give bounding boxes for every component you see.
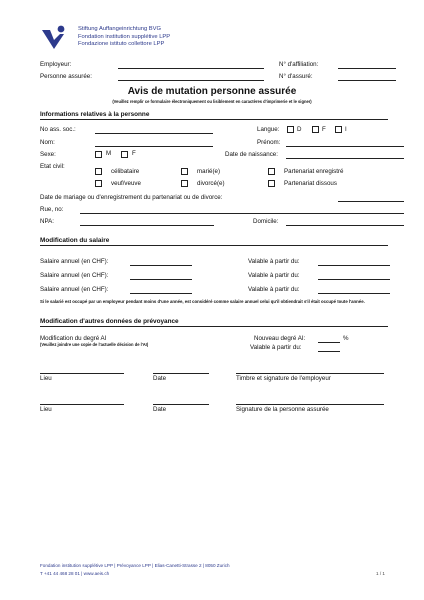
lang-d-label: D — [297, 126, 302, 133]
birthdate-label: Date de naissance: — [225, 151, 278, 158]
sex-m-label: M — [106, 150, 112, 157]
partnership-label: Partenariat enregistré — [284, 168, 344, 175]
married-checkbox[interactable] — [181, 168, 188, 175]
insured-no-field[interactable] — [338, 80, 396, 81]
salary-label: Salaire annuel (en CHF): — [40, 272, 109, 279]
domicile-field[interactable] — [286, 225, 404, 226]
foundation-logo — [40, 24, 70, 50]
date-line-insured[interactable] — [153, 404, 209, 405]
partnership-dissolved-label: Partenariat dissous — [284, 180, 337, 187]
ai-valid-field[interactable] — [318, 351, 340, 352]
salary-field[interactable] — [130, 265, 192, 266]
salary-valid-label: Valable à partir du: — [248, 272, 300, 279]
divorced-label: divorcé(e) — [197, 180, 225, 187]
ai-valid-label: Valable à partir du: — [250, 344, 302, 351]
sex-m-checkbox[interactable] — [95, 151, 102, 158]
birthdate-field[interactable] — [286, 158, 404, 159]
salary-field[interactable] — [130, 293, 192, 294]
form-subtitle: (Veuillez remplir ce formulaire électroniquement ou lisiblement en caractères d'imprimerie et le signer) — [112, 99, 312, 104]
lang-i-checkbox[interactable] — [335, 126, 342, 133]
place-line-employer[interactable] — [40, 373, 124, 374]
salary-valid-field[interactable] — [318, 265, 390, 266]
salary-valid-field[interactable] — [318, 293, 390, 294]
salary-valid-label: Valable à partir du: — [248, 286, 300, 293]
single-label: célibataire — [111, 168, 140, 175]
lang-i-label: I — [345, 126, 347, 133]
org-name-de: Stiftung Auffangeinrichtung BVG — [78, 26, 162, 32]
name-label: Nom: — [40, 139, 55, 146]
ai-note: (Veuillez joindre une copie de l'actuelle décision de l'AI) — [40, 342, 149, 347]
domicile-label: Domicile: — [253, 218, 279, 225]
widowed-checkbox[interactable] — [95, 180, 102, 187]
partnership-checkbox[interactable] — [268, 168, 275, 175]
marriage-date-label: Date de mariage ou d'enregistrement du partenariat ou de divorce: — [40, 194, 223, 201]
place-label: Lieu — [40, 375, 52, 382]
section-personal-heading: Informations relatives à la personne — [40, 111, 388, 120]
org-name-fr: Fondation institution supplétive LPP — [78, 33, 171, 40]
insured-label: Personne assurée: — [40, 73, 92, 80]
salary-valid-label: Valable à partir du: — [248, 258, 300, 265]
street-field[interactable] — [80, 213, 404, 214]
lang-f-checkbox[interactable] — [312, 126, 319, 133]
new-degree-field[interactable] — [318, 342, 340, 343]
section-salary-heading: Modification du salaire — [40, 237, 388, 246]
salary-field[interactable] — [130, 279, 192, 280]
percent-sign: % — [343, 335, 349, 342]
firstname-field[interactable] — [286, 146, 404, 147]
widowed-label: veuf/veuve — [111, 180, 141, 187]
date-label: Date — [153, 406, 167, 413]
place-label: Lieu — [40, 406, 52, 413]
npa-label: NPA: — [40, 218, 54, 225]
insured-field[interactable] — [118, 80, 264, 81]
salary-valid-field[interactable] — [318, 279, 390, 280]
language-label: Langue: — [257, 126, 280, 133]
avs-no-label: No ass. soc.: — [40, 126, 76, 133]
org-name-it: Fondazione istituto collettore LPP — [78, 41, 165, 47]
sex-label: Sexe: — [40, 151, 56, 158]
ai-degree-label: Modification du degré AI — [40, 335, 107, 342]
employer-signature-label: Timbre et signature de l'employeur — [236, 375, 331, 382]
salary-label: Salaire annuel (en CHF): — [40, 286, 109, 293]
avs-no-field[interactable] — [95, 133, 213, 134]
section-other-heading: Modification d'autres données de prévoyance — [40, 318, 388, 327]
affiliation-no-label: N° d'affiliation: — [279, 61, 319, 68]
name-field[interactable] — [95, 146, 213, 147]
footer-contact: T +41 44 468 28 01 | www.aeis.ch — [40, 571, 110, 576]
form-title: Avis de mutation personne assurée — [127, 86, 297, 97]
salary-note: Si le salarié est occupé par un employeur pendant moins d'une année, est considéré comme salaire annuel celui qu'il obtiendrait s'il était occupé toute l'année. — [40, 299, 365, 304]
employer-label: Employeur: — [40, 61, 72, 68]
sex-f-checkbox[interactable] — [121, 151, 128, 158]
married-label: marié(e) — [197, 168, 221, 175]
lang-f-label: F — [322, 126, 326, 133]
affiliation-no-field[interactable] — [338, 68, 396, 69]
single-checkbox[interactable] — [95, 168, 102, 175]
marriage-date-field[interactable] — [338, 201, 404, 202]
lang-d-checkbox[interactable] — [287, 126, 294, 133]
date-label: Date — [153, 375, 167, 382]
salary-label: Salaire annuel (en CHF): — [40, 258, 109, 265]
new-degree-label: Nouveau degré AI: — [254, 335, 306, 342]
civil-status-label: Etat civil: — [40, 163, 65, 170]
footer-address: Fondation institution supplétive LPP | Prévoyance LPP | Elias-Canetti-Strasse 2 | 8050 Zurich — [40, 563, 230, 568]
npa-field[interactable] — [80, 225, 214, 226]
sex-f-label: F — [132, 150, 136, 157]
insured-signature-label: Signature de la personne assurée — [236, 406, 329, 413]
divorced-checkbox[interactable] — [181, 180, 188, 187]
partnership-dissolved-checkbox[interactable] — [268, 180, 275, 187]
street-label: Rue, no: — [40, 206, 64, 213]
page-number: 1 / 1 — [376, 571, 385, 576]
signature-line-employer[interactable] — [236, 373, 384, 374]
date-line-employer[interactable] — [153, 373, 209, 374]
employer-field[interactable] — [118, 68, 264, 69]
insured-no-label: N° d'assuré: — [279, 73, 313, 80]
place-line-insured[interactable] — [40, 404, 124, 405]
signature-line-insured[interactable] — [236, 404, 384, 405]
firstname-label: Prénom: — [257, 139, 281, 146]
